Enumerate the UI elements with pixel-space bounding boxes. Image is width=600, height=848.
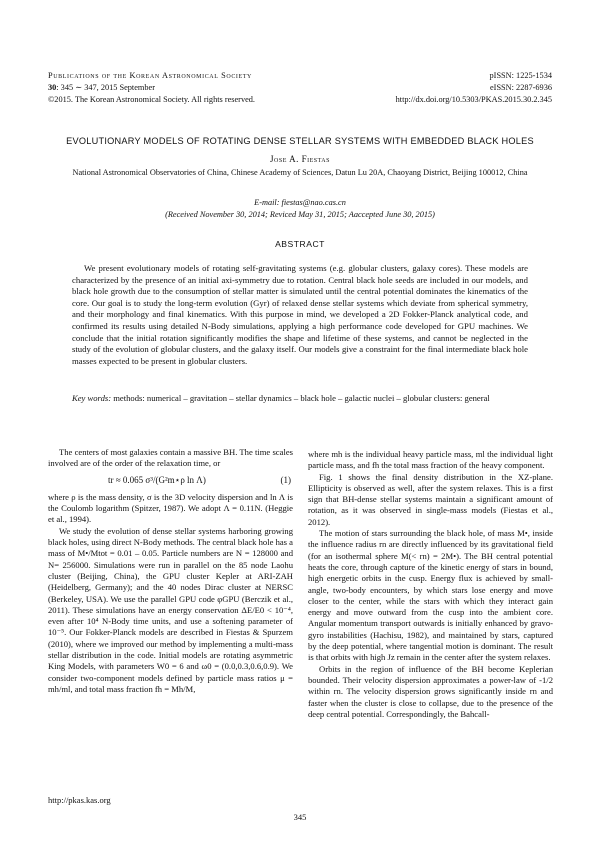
received-dates: (Received November 30, 2014; Reviced May 31, 2015; Aaccepted June 30, 2015): [165, 210, 435, 219]
keywords-label: Key words:: [72, 393, 112, 403]
abstract-text: We present evolutionary models of rotating self-gravitating systems (e.g. globular clusters, galaxy cores). These models are characterized by the presence of an initial axi-symmetry due to rotation. Central black hole seeds are included in our models, and black hole growth due to the consumption of stellar matter is simulated until the central potential dominates the kinematics of the core. Our goal is to study the long-term evolution (Gyr) of relaxed dense stellar systems which deviate from spherical symmetry, and their morphology and final kinematics. With this purpose in mind, we developed a 2D Fokker-Planck analytical code, and confirmed its results using detailed N-Body simulations, applying a high performance code developed for GPU machines. We conclude that the initial rotation significantly modifies the shape and lifetime of these systems, and cannot be neglected in the study of the evolution of globular clusters, and the galaxy itself. Our models give a constraint for the final intermediate black hole masses expected to be present in globular clusters.: [72, 263, 528, 366]
left-column: [48, 447, 293, 695]
eissn: eISSN: 2287-6936: [490, 83, 552, 92]
body-paragraph: The centers of most galaxies contain a massive BH. The time scales involved are of the order of the relaxation time, or: [48, 447, 293, 469]
equation-1: [48, 475, 293, 486]
equation-number: (1): [280, 474, 291, 485]
journal-volume-line: [48, 82, 255, 94]
equation-formula: tr ≈ 0.065 σ³/(G²m⋆ρ ln Λ): [108, 474, 206, 485]
body-paragraph: Fig. 1 shows the final density distribution in the XZ-plane. Ellipticity is observed as well, after the system relaxes. This is a first sign that BH-dense stellar systems maintain a significant amount of rotation, as it was observed in single-mass models (Fiestas et al., 2012).: [308, 471, 553, 527]
body-paragraph: Orbits in the region of influence of the BH become Keplerian bounded. Their velocity dispersion approximates a power-law of -1/2 within rn. The velocity dispersion grows significantly inside rn and faster when the cluster is close to collapse, due to the presence of the deep central potential. Correspondingly, the Bahcall-: [308, 663, 553, 719]
right-column: [308, 449, 553, 720]
keywords-text: methods: numerical – gravitation – stellar dynamics – black hole – galactic nuclei – globular clusters: general: [113, 393, 490, 403]
keywords: [72, 393, 528, 405]
issn-block: [396, 70, 552, 106]
journal-header: [48, 70, 255, 106]
volume-number: 30: [48, 83, 57, 92]
footer-url[interactable]: http://pkas.kas.org: [48, 795, 111, 805]
body-paragraph: The motion of stars surrounding the black hole, of mass M•, inside the influence radius rn are directly influenced by its gravitational field (for an isothermal sphere M(< rn) = 2M•). The BH central potential heats the core, through capture of the kinetic energy of stars in bound, high energetic orbits in the cusp. Energy flux is achieved by small-angle, two-body encounters, by which stars lose energy and move closer to the center, while the stars with which they interact gain energy and move outward from the cusp into the ambient core. Angular momentum transport outwards is initially enhanced by gravo-gyro instabilities (Hachisu, 1982), and maintained by stars, captured by the deep potential, where tangential motion is dominant. The result is that orbits with high Jz remain in the center after the system relaxes.: [308, 528, 553, 663]
body-paragraph: where mh is the individual heavy particle mass, ml the individual light particle mass, and fh the total mass fraction of the heavy component.: [308, 449, 553, 471]
author: Jose A. Fiestas: [270, 154, 330, 164]
body-paragraph: We study the evolution of dense stellar systems harboring growing black holes, using direct N-Body methods. The central black hole has a mass of M•/Mtot = 0.01 – 0.05. Particle numbers are N = 128000 and N= 256000. Simulations were run in parallel on the 85 node Laohu cluster (Beijing, China), the GPU cluster Kepler at ARI-ZAH (Heidelberg, Germany); and the 40 nodes Dirac cluster at NERSC (Berkeley, USA). We use the parallel GPU code φGPU (Berczik et al., 2011). These simulations have an energy conservation ΔE/E0 < 10⁻⁴, even after 10⁴ N-Body time units, and use a softening parameter of 10⁻⁵. Our Fokker-Planck models are described in Fiestas & Spurzem (2010), where we improved our method by implementing a multi-mass stellar distribution in the code. Initial models are rotating asymmetric King Models, with parameters W0 = 6 and ω0 = (0.0,0.3,0.6,0.9). We consider two-component models defined by particle mass ratios μ = mh/ml, and total mass fraction fh = Mh/M,: [48, 525, 293, 694]
page-number: 345: [293, 812, 307, 822]
abstract-heading: ABSTRACT: [275, 239, 325, 249]
pissn: pISSN: 1225-1534: [489, 71, 552, 80]
paper-title: EVOLUTIONARY MODELS OF ROTATING DENSE STELLAR SYSTEMS WITH EMBEDDED BLACK HOLES: [66, 136, 534, 146]
email[interactable]: E-mail: fiestas@nao.cas.cn: [254, 198, 346, 207]
body-paragraph: where ρ is the mass density, σ is the 3D velocity dispersion and ln Λ is the Coulomb logarithm (Spitzer, 1987). We adopt Λ = 0.11N. (Heggie et al., 1994).: [48, 491, 293, 525]
volume-pages: : 345 ∼ 347, 2015 September: [56, 83, 155, 92]
copyright: ©2015. The Korean Astronomical Society. All rights reserved.: [48, 95, 256, 104]
journal-name: Publications of the Korean Astronomical Society: [48, 71, 252, 80]
affiliation: National Astronomical Observatories of China, Chinese Academy of Sciences, Datun Lu 20A, Chaoyang District, Beijing 100012, China: [72, 168, 528, 177]
doi-link[interactable]: http://dx.doi.org/10.5303/PKAS.2015.30.2.345: [395, 95, 552, 104]
